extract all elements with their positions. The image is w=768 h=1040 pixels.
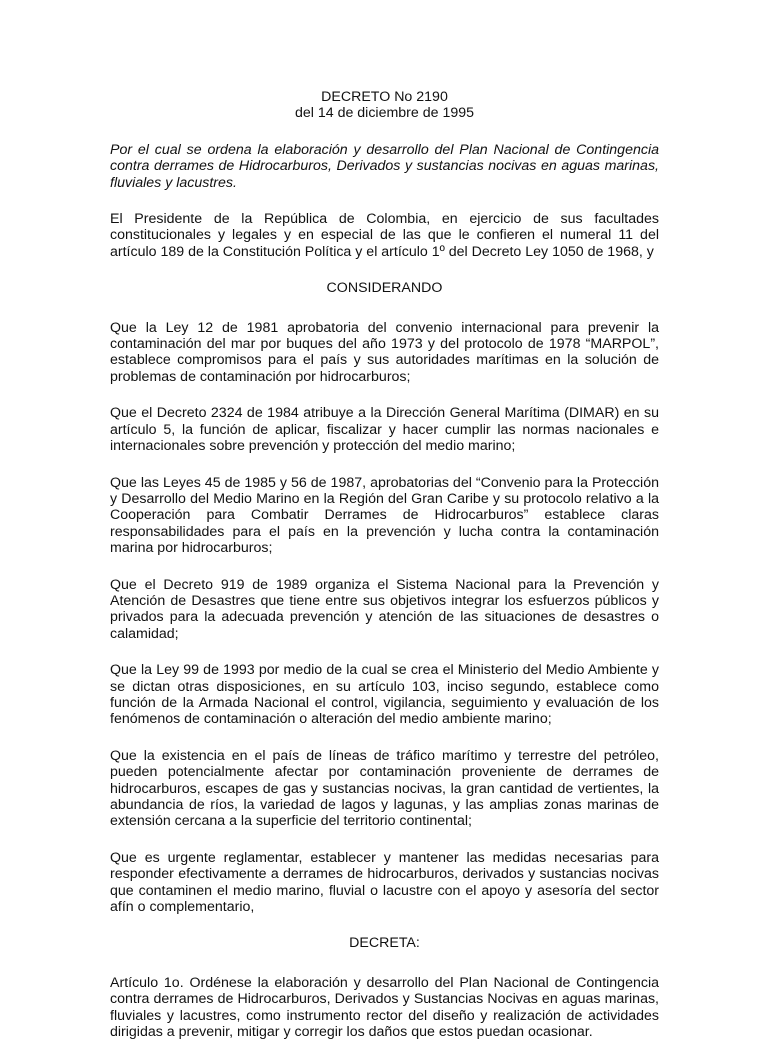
decree-preamble: El Presidente de la República de Colombia, en ejercicio de sus facultades constitucionales y legales y en especial de las que le confieren el numeral 11 del artículo 189 de la Constitución Política y el artículo 1º del Decreto Ley 1050 de 1968, y	[110, 211, 659, 260]
document-page	[110, 89, 659, 1040]
consideration-paragraph: Que es urgente reglamentar, establecer y mantener las medidas necesarias para responder efectivamente a derrames de hidrocarburos, derivados y sustancias nocivas que contaminen el medio marino, fluvial o lacustre con el apoyo y asesoría del sector afín o complementario,	[110, 849, 659, 916]
consideration-paragraph: Que la Ley 99 de 1993 por medio de la cual se crea el Ministerio del Medio Ambiente y se dictan otras disposiciones, en su artículo 103, inciso segundo, establece como función de la Armada Nacional el control, vigilancia, seguimiento y evaluación de los fenómenos de contaminación o alteración del medio ambiente marino;	[110, 662, 659, 728]
decree-title: DECRETO No 2190	[321, 89, 448, 105]
decree-heading: DECRETA:	[349, 935, 420, 952]
consideration-paragraph: Que la Ley 12 de 1981 aprobatoria del convenio internacional para prevenir la contaminación del mar por buques del año 1973 y del protocolo de 1978 “MARPOL”, establece compromisos para el país y sus autoridades marítimas en la solución de problemas de contaminación por hidrocarburos;	[110, 319, 659, 385]
article-1: Artículo 1o. Ordénese la elaboración y desarrollo del Plan Nacional de Contingencia contra derrames de Hidrocarburos, Derivados y Sustancias Nocivas en aguas marinas, fluviales y lacustres, como instrumento rector del diseño y realización de actividades dirigidas a prevenir, mitigar y corregir los daños que estos puedan ocasionar.	[110, 974, 659, 1040]
decree-date: del 14 de diciembre de 1995	[294, 105, 475, 122]
consideration-paragraph: Que las Leyes 45 de 1985 y 56 de 1987, aprobatorias del “Convenio para la Protección y Desarrollo del Medio Marino en la Región del Gran Caribe y su protocolo relativo a la Cooperación para Combatir Derrames de Hidrocarburos” establece claras responsabilidades para el país en la prevención y lucha contra la contaminación marina por hidrocarburos;	[110, 474, 659, 557]
consideration-paragraph: Que el Decreto 919 de 1989 organiza el Sistema Nacional para la Prevención y Atención de Desastres que tiene entre sus objetivos integrar los esfuerzos públicos y privados para la adecuada prevención y atención de las situaciones de desastres o calamidad;	[110, 576, 659, 642]
consideration-paragraph: Que la existencia en el país de líneas de tráfico marítimo y terrestre del petróleo, pueden potencialmente afectar por contaminación proveniente de derrames de hidrocarburos, escapes de gas y sustancias nocivas, la gran cantidad de vertientes, la abundancia de ríos, la variedad de lagos y lagunas, y las amplias zonas marinas de extensión cercana a la superficie del territorio continental;	[110, 747, 659, 830]
consideration-paragraph: Que el Decreto 2324 de 1984 atribuye a la Dirección General Marítima (DIMAR) en su artículo 5, la función de aplicar, fiscalizar y hacer cumplir las normas nacionales e internacionales sobre prevención y protección del medio marino;	[110, 405, 659, 455]
decree-summary: Por el cual se ordena la elaboración y desarrollo del Plan Nacional de Contingencia contra derrames de Hidrocarburos, Derivados y sustancias nocivas en aguas marinas, fluviales y lacustres.	[110, 141, 659, 191]
considering-heading: CONSIDERANDO	[326, 280, 443, 297]
